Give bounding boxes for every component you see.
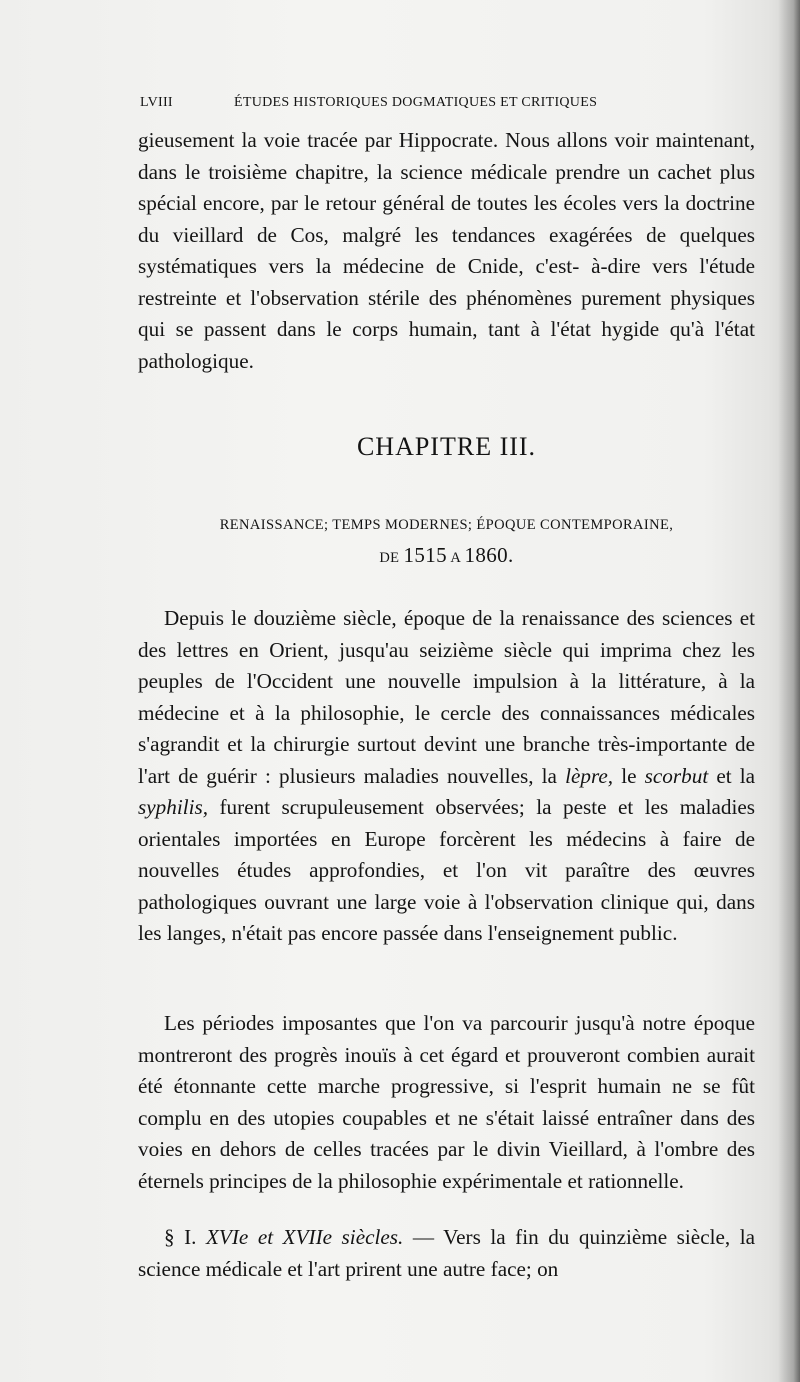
chapter-subtitle-line1: RENAISSANCE; TEMPS MODERNES; ÉPOQUE CONTEMPORAINE, <box>219 517 674 533</box>
paragraph-3-text: Les périodes imposantes que l'on va parcourir jusqu'à notre époque montreront des progrès inouïs à cet égard et prouveront combien aurait été étonnante cette marche progressive, si l'esprit humain ne se fût complu en des utopies coupables et ne s'était laissé entraîner dans des voies en dehors de celles tracées par le divin Vieillard, à l'ombre des éternels principes de la philosophie expérimentale et rationnelle. <box>138 1011 755 1193</box>
chapter-title: CHAPITRE III. <box>356 432 537 461</box>
section-mark: § I. <box>164 1225 197 1249</box>
subtitle-year-end: 1860. <box>464 543 514 567</box>
word-le: le <box>621 763 637 788</box>
subtitle-de: DE <box>379 550 400 566</box>
paragraph-4-text <box>138 1222 755 1285</box>
paragraph-4-body: — Vers la fin du quinzième siècle, la science médicale et l'art prirent une autre face; on <box>138 1225 755 1281</box>
subtitle-year-start: 1515 <box>403 543 448 567</box>
paragraph-2-part2: furent scrupuleusement observées; la peste et les maladies orientales importées en Europe forcèrent les médecins à faire de nouvelles études approfondies, et l'on vit paraître des œuvres pathologiques ouvrant une large voie à l'observation clinique qui, dans les langes, n'était pas encore passée dans l'enseignement public. <box>138 795 755 945</box>
term-lepre: lèpre, <box>565 763 614 788</box>
word-et: et la <box>716 763 756 788</box>
term-syphilis: syphilis, <box>138 795 209 819</box>
chapter-subtitle <box>138 510 755 573</box>
paragraph-2-part1: Depuis le douzième siècle, époque de la renaissance des sciences et des lettres en Orient, jusqu'au seizième siècle qui imprima chez les peuples de l'Occident une nouvelle impulsion à la littérature, à la médecine et à la philosophie, le cercle des connaissances médicales s'agrandit et la chirurgie surtout devint une branche très-importante de l'art de guérir : plusieurs maladies nouvelles, la <box>138 606 755 788</box>
page-edge-shadow <box>778 0 800 1382</box>
section-title: XVIe et XVIIe siècles. <box>205 1225 404 1249</box>
paragraph-3 <box>138 1008 755 1197</box>
paragraph-2-text <box>138 603 755 950</box>
term-scorbut: scorbut <box>644 763 709 788</box>
running-title: ÉTUDES HISTORIQUES DOGMATIQUES ET CRITIQUES <box>234 95 598 110</box>
paragraph-continued: gieusement la voie tracée par Hippocrate. Nous allons voir maintenant, dans le troisième chapitre, la science médicale prendre un cachet plus spécial encore, par le retour général de toutes les écoles vers la doctrine du vieillard de Cos, malgré les tendances exagérées de quelques systématiques vers la médecine de Cnide, c'est- à-dire vers l'étude restreinte et l'observation stérile des phénomènes purement physiques qui se passent dans le corps humain, tant à l'état hygide qu'à l'état pathologique. <box>138 128 755 373</box>
subtitle-a: A <box>450 550 461 566</box>
chapter-subtitle-line2 <box>138 540 755 573</box>
page-folio: LVIII <box>140 95 173 110</box>
paragraph-4 <box>138 1222 755 1285</box>
paragraph-2 <box>138 603 755 950</box>
